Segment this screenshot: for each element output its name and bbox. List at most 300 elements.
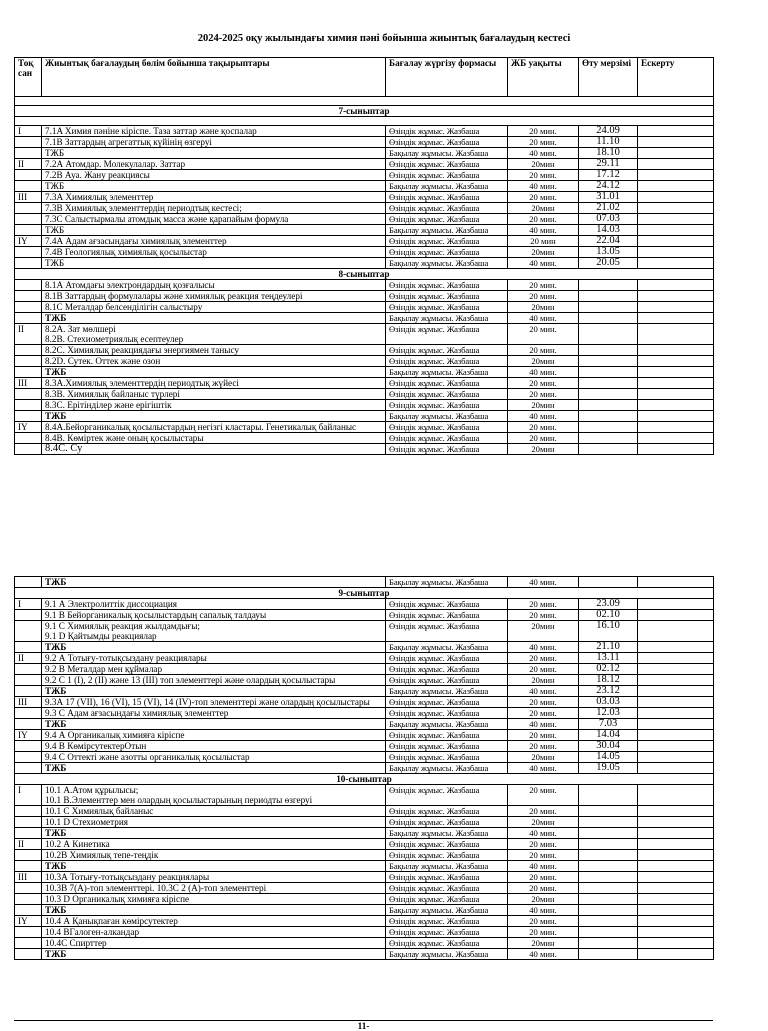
quarter-cell: [15, 850, 42, 861]
deadline-cell: 02.12: [579, 664, 638, 675]
topic-text: 7.1B Заттардың агрегаттық күйінің өзгеруі: [45, 137, 212, 147]
table-row: [15, 861, 714, 872]
quarter-cell: [15, 389, 42, 400]
note-cell: [638, 621, 714, 642]
header-quarter: Тоқ сан: [15, 58, 42, 97]
table-row: [15, 719, 714, 730]
quarter-cell: [15, 170, 42, 181]
deadline-cell: [579, 894, 638, 905]
quarter-cell: [15, 806, 42, 817]
topic-cell: [42, 708, 386, 719]
table-row: [15, 137, 714, 148]
note-cell: [638, 411, 714, 422]
topic-text: 10.4 ВГалоген-алкандар: [45, 927, 140, 937]
topic-text: ТЖБ: [45, 905, 67, 915]
topic-text: 8.2D. Сутек. Оттек және озон: [45, 356, 161, 366]
table-row: [15, 599, 714, 610]
note-cell: [638, 850, 714, 861]
topic-text: ТЖБ: [45, 719, 67, 729]
topic-cell: [42, 433, 386, 444]
quarter-cell: [15, 433, 42, 444]
deadline-cell: [579, 927, 638, 938]
duration-cell: 20 мин.: [508, 839, 579, 850]
duration-cell: 40 мин.: [508, 763, 579, 774]
topic-cell: [42, 422, 386, 433]
topic-cell: [42, 389, 386, 400]
table-row: [15, 883, 714, 894]
topic-text: 7.4А Адам ағзасындағы химиялық элементтер: [45, 236, 227, 246]
form-cell: Бақылау жұмысы. Жазбаша: [386, 828, 508, 839]
duration-cell: 40 мин.: [508, 313, 579, 324]
note-cell: [638, 817, 714, 828]
duration-cell: 20мин: [508, 444, 579, 455]
deadline-cell: [579, 785, 638, 806]
table-row: [15, 850, 714, 861]
form-cell: Өзіндік жұмыс. Жазбаша: [386, 741, 508, 752]
note-cell: [638, 806, 714, 817]
table-row: [15, 752, 714, 763]
duration-cell: 20 мин.: [508, 137, 579, 148]
deadline-cell: [579, 411, 638, 422]
form-cell: Өзіндік жұмыс. Жазбаша: [386, 599, 508, 610]
note-cell: [638, 730, 714, 741]
topic-text: 7.4В Геологиялық химиялық қосылыстар: [45, 247, 207, 257]
topic-cell: [42, 861, 386, 872]
duration-cell: 20 мин.: [508, 785, 579, 806]
quarter-cell: II: [15, 839, 42, 850]
form-cell: Бақылау жұмысы. Жазбаша: [386, 367, 508, 378]
grade-heading: 8-сыныптар: [15, 269, 714, 280]
topic-text: 9.2 А Тотығу-тотықсыздану реакциялары: [45, 653, 207, 663]
duration-cell: 40 мин.: [508, 949, 579, 960]
topic-text: 8.2А. Зат мөлшері: [45, 324, 116, 334]
duration-cell: 20 мин.: [508, 126, 579, 137]
topic-cell: [42, 806, 386, 817]
table-row: [15, 697, 714, 708]
topic-cell: [42, 610, 386, 621]
table-row: [15, 839, 714, 850]
deadline-cell: 03.03: [579, 697, 638, 708]
table-row: [15, 444, 714, 455]
quarter-cell: [15, 828, 42, 839]
duration-cell: 20 мин.: [508, 664, 579, 675]
quarter-cell: [15, 675, 42, 686]
form-cell: Өзіндік жұмыс. Жазбаша: [386, 356, 508, 367]
note-cell: [638, 938, 714, 949]
deadline-cell: [579, 850, 638, 861]
form-cell: Бақылау жұмысы. Жазбаша: [386, 905, 508, 916]
duration-cell: 40 мин.: [508, 577, 579, 588]
topic-text: 10.2 А Кинетика: [45, 839, 110, 849]
quarter-cell: [15, 664, 42, 675]
table-row: [15, 400, 714, 411]
table-row: [15, 872, 714, 883]
topic-text: 9.2 С 1 (I), 2 (II) және 13 (III) топ элементтері және олардың қосылыстары: [45, 675, 336, 685]
quarter-cell: [15, 302, 42, 313]
note-cell: [638, 741, 714, 752]
duration-cell: 40 мин.: [508, 411, 579, 422]
topic-text: 9.4 А Органикалық химияға кіріспе: [45, 730, 185, 740]
topic-cell: [42, 785, 386, 806]
quarter-cell: II: [15, 653, 42, 664]
form-cell: Өзіндік жұмыс. Жазбаша: [386, 236, 508, 247]
form-cell: Бақылау жұмысы. Жазбаша: [386, 763, 508, 774]
deadline-cell: 21.02: [579, 203, 638, 214]
topic-text: 8.1В Заттардың формулалары және химиялық реакция теңдеулері: [45, 291, 303, 301]
note-cell: [638, 422, 714, 433]
topic-text: 8.4В. Көміртек және оның қосылыстары: [45, 433, 204, 443]
note-cell: [638, 861, 714, 872]
deadline-cell: [579, 916, 638, 927]
note-cell: [638, 345, 714, 356]
topic-text: 8.3В. Химиялық байланыс түрлері: [45, 389, 180, 399]
topic-text: 7.1A Химия пәніне кіріспе. Таза заттар және қоспалар: [45, 126, 257, 136]
note-cell: [638, 389, 714, 400]
table-row: [15, 225, 714, 236]
note-cell: [638, 653, 714, 664]
topic-cell: [42, 192, 386, 203]
quarter-cell: IY: [15, 916, 42, 927]
topic-cell: [42, 203, 386, 214]
deadline-cell: 7.03: [579, 719, 638, 730]
table-row: [15, 621, 714, 642]
duration-cell: 20 мин.: [508, 389, 579, 400]
table-row: [15, 730, 714, 741]
form-cell: Өзіндік жұмыс. Жазбаша: [386, 817, 508, 828]
note-cell: [638, 367, 714, 378]
topic-cell: [42, 850, 386, 861]
duration-cell: 20мин: [508, 356, 579, 367]
duration-cell: 20мин: [508, 675, 579, 686]
note-cell: [638, 148, 714, 159]
deadline-cell: 14.04: [579, 730, 638, 741]
deadline-cell: 07.03: [579, 214, 638, 225]
schedule-table-part-1: [14, 57, 714, 455]
grade-heading: 7-сыныптар: [15, 106, 714, 117]
table-row: [15, 236, 714, 247]
quarter-cell: [15, 137, 42, 148]
form-cell: Бақылау жұмысы. Жазбаша: [386, 861, 508, 872]
note-cell: [638, 894, 714, 905]
note-cell: [638, 324, 714, 345]
form-cell: Бақылау жұмысы. Жазбаша: [386, 148, 508, 159]
note-cell: [638, 828, 714, 839]
deadline-cell: [579, 302, 638, 313]
note-cell: [638, 247, 714, 258]
topic-cell: [42, 225, 386, 236]
table-row: [15, 916, 714, 927]
form-cell: Өзіндік жұмыс. Жазбаша: [386, 610, 508, 621]
note-cell: [638, 719, 714, 730]
deadline-cell: [579, 433, 638, 444]
quarter-cell: [15, 938, 42, 949]
topic-text: 10.1 D Стехиометрия: [45, 817, 128, 827]
topic-cell: [42, 675, 386, 686]
quarter-cell: [15, 214, 42, 225]
quarter-cell: [15, 203, 42, 214]
topic-cell: [42, 763, 386, 774]
topic-cell: [42, 719, 386, 730]
deadline-cell: 13.05: [579, 247, 638, 258]
table-row: [15, 905, 714, 916]
duration-cell: 40 мин.: [508, 905, 579, 916]
form-cell: Өзіндік жұмыс. Жазбаша: [386, 214, 508, 225]
form-cell: Бақылау жұмысы. Жазбаша: [386, 719, 508, 730]
quarter-cell: [15, 861, 42, 872]
form-cell: Өзіндік жұмыс. Жазбаша: [386, 938, 508, 949]
quarter-cell: I: [15, 785, 42, 806]
form-cell: Өзіндік жұмыс. Жазбаша: [386, 927, 508, 938]
deadline-cell: 23.09: [579, 599, 638, 610]
form-cell: Өзіндік жұмыс. Жазбаша: [386, 806, 508, 817]
form-cell: Өзіндік жұмыс. Жазбаша: [386, 126, 508, 137]
header-form: Бағалау жүргізу формасы: [386, 58, 508, 97]
header-duration: ЖБ уақыты: [508, 58, 579, 97]
topic-text: 10.1 А.Атом құрылысы;: [45, 785, 139, 795]
table-row: [15, 949, 714, 960]
table-row: [15, 378, 714, 389]
topic-text: 10.3А Тотығу-тотықсыздану реакциялары: [45, 872, 210, 882]
topic-cell: [42, 170, 386, 181]
topic-cell: [42, 686, 386, 697]
form-cell: Өзіндік жұмыс. Жазбаша: [386, 433, 508, 444]
grade-heading-row: [15, 106, 714, 117]
form-cell: Өзіндік жұмыс. Жазбаша: [386, 400, 508, 411]
grade-heading: 10-сыныптар: [15, 774, 714, 785]
note-cell: [638, 444, 714, 455]
deadline-cell: [579, 444, 638, 455]
deadline-cell: 13.11: [579, 653, 638, 664]
topic-text: ТЖБ: [45, 148, 65, 158]
quarter-cell: [15, 577, 42, 588]
topic-cell: [42, 356, 386, 367]
note-cell: [638, 192, 714, 203]
topic-text: 9.2 В Металдар мен құймалар: [45, 664, 163, 674]
table-row: [15, 610, 714, 621]
deadline-cell: 21.10: [579, 642, 638, 653]
deadline-cell: 12.03: [579, 708, 638, 719]
topic-text: 10.3 D Органикалық химияға кіріспе: [45, 894, 190, 904]
table-row: [15, 159, 714, 170]
form-cell: Өзіндік жұмыс. Жазбаша: [386, 378, 508, 389]
quarter-cell: III: [15, 697, 42, 708]
quarter-cell: [15, 247, 42, 258]
table-row: [15, 170, 714, 181]
quarter-cell: [15, 400, 42, 411]
deadline-cell: [579, 839, 638, 850]
next-grade-label-partial: 11-: [357, 1021, 370, 1031]
quarter-cell: [15, 313, 42, 324]
quarter-cell: [15, 719, 42, 730]
topic-text: 9.1 С Химиялық реакция жылдамдығы;: [45, 621, 200, 631]
duration-cell: 20мин: [508, 752, 579, 763]
note-cell: [638, 258, 714, 269]
form-cell: Өзіндік жұмыс. Жазбаша: [386, 916, 508, 927]
note-cell: [638, 137, 714, 148]
deadline-cell: 24.09: [579, 126, 638, 137]
topic-text: 9.4 С Оттекті және азотты органикалық қосылыстар: [45, 752, 250, 762]
topic-text: 7.2В Ауа. Жану реакциясы: [45, 170, 150, 180]
table-row: [15, 148, 714, 159]
duration-cell: 20 мин.: [508, 883, 579, 894]
topic-cell: [42, 927, 386, 938]
note-cell: [638, 181, 714, 192]
form-cell: Бақылау жұмысы. Жазбаша: [386, 686, 508, 697]
form-cell: Бақылау жұмысы. Жазбаша: [386, 181, 508, 192]
topic-cell: [42, 883, 386, 894]
table-row: [15, 389, 714, 400]
deadline-cell: [579, 313, 638, 324]
deadline-cell: [579, 389, 638, 400]
duration-cell: 20 мин.: [508, 927, 579, 938]
quarter-cell: [15, 686, 42, 697]
note-cell: [638, 599, 714, 610]
form-cell: Өзіндік жұмыс. Жазбаша: [386, 872, 508, 883]
note-cell: [638, 642, 714, 653]
topic-text: ТЖБ: [45, 642, 67, 652]
deadline-cell: [579, 345, 638, 356]
quarter-cell: III: [15, 872, 42, 883]
topic-cell: [42, 872, 386, 883]
duration-cell: 20 мин.: [508, 170, 579, 181]
duration-cell: 20 мин: [508, 236, 579, 247]
quarter-cell: [15, 642, 42, 653]
topic-cell: [42, 137, 386, 148]
table-row: [15, 356, 714, 367]
duration-cell: 20 мин.: [508, 378, 579, 389]
topic-text: ТЖБ: [45, 313, 67, 323]
topic-cell: [42, 280, 386, 291]
topic-text: ТЖБ: [45, 686, 67, 696]
topic-cell: [42, 148, 386, 159]
form-cell: Өзіндік жұмыс. Жазбаша: [386, 883, 508, 894]
topic-cell: [42, 444, 386, 455]
form-cell: Өзіндік жұмыс. Жазбаша: [386, 345, 508, 356]
duration-cell: 40 мин.: [508, 148, 579, 159]
note-cell: [638, 839, 714, 850]
quarter-cell: [15, 367, 42, 378]
deadline-cell: [579, 817, 638, 828]
quarter-cell: IY: [15, 422, 42, 433]
duration-cell: 20 мин.: [508, 433, 579, 444]
deadline-cell: [579, 422, 638, 433]
duration-cell: 40 мин.: [508, 719, 579, 730]
note-cell: [638, 905, 714, 916]
table-row: [15, 664, 714, 675]
form-cell: Өзіндік жұмыс. Жазбаша: [386, 675, 508, 686]
table-row: [15, 214, 714, 225]
table-row: [15, 192, 714, 203]
grade-heading-row: [15, 774, 714, 785]
note-cell: [638, 883, 714, 894]
topic-cell: [42, 741, 386, 752]
duration-cell: 20 мин.: [508, 280, 579, 291]
duration-cell: 20 мин.: [508, 610, 579, 621]
deadline-cell: 14.05: [579, 752, 638, 763]
topic-cell: [42, 664, 386, 675]
deadline-cell: 14.03: [579, 225, 638, 236]
duration-cell: 20мин: [508, 302, 579, 313]
schedule-table-part-2: [14, 576, 714, 960]
duration-cell: 20 мин.: [508, 422, 579, 433]
note-cell: [638, 313, 714, 324]
note-cell: [638, 763, 714, 774]
deadline-cell: [579, 828, 638, 839]
topic-text: ТЖБ: [45, 367, 67, 377]
quarter-cell: [15, 345, 42, 356]
form-cell: Өзіндік жұмыс. Жазбаша: [386, 850, 508, 861]
topic-text: 10.4С Спирттер: [45, 938, 107, 948]
note-cell: [638, 170, 714, 181]
table-row: [15, 927, 714, 938]
topic-cell: [42, 181, 386, 192]
form-cell: Өзіндік жұмыс. Жазбаша: [386, 302, 508, 313]
form-cell: Бақылау жұмысы. Жазбаша: [386, 642, 508, 653]
topic-text: 8.3С. Ерітінділер және ерігіштік: [45, 400, 172, 410]
form-cell: Бақылау жұмысы. Жазбаша: [386, 225, 508, 236]
deadline-cell: 24.12: [579, 181, 638, 192]
form-cell: Өзіндік жұмыс. Жазбаша: [386, 280, 508, 291]
note-cell: [638, 927, 714, 938]
topic-text: 8.4А.Бейорганикалық қосылыстардың негізгі кластары. Генетикалық байланыс: [45, 422, 357, 432]
topic-cell: [42, 258, 386, 269]
topic-cell: [42, 817, 386, 828]
note-cell: [638, 785, 714, 806]
duration-cell: 40 мин.: [508, 828, 579, 839]
duration-cell: 20 мин.: [508, 916, 579, 927]
deadline-cell: 11.10: [579, 137, 638, 148]
deadline-cell: [579, 872, 638, 883]
quarter-cell: [15, 883, 42, 894]
topic-text: ТЖБ: [45, 258, 65, 268]
duration-cell: 20 мин.: [508, 850, 579, 861]
table-row: [15, 302, 714, 313]
note-cell: [638, 949, 714, 960]
duration-cell: 40 мин.: [508, 367, 579, 378]
quarter-cell: I: [15, 126, 42, 137]
deadline-cell: 20.05: [579, 258, 638, 269]
duration-cell: 40 мин.: [508, 181, 579, 192]
topic-text-secondary: 9.1 D Қайтымды реакциялар: [45, 631, 157, 641]
table-row: [15, 785, 714, 806]
deadline-cell: 17.12: [579, 170, 638, 181]
quarter-cell: II: [15, 324, 42, 345]
topic-text: 7.3С Салыстырмалы атомдық масса және қарапайым формула: [45, 214, 289, 224]
topic-text: 10.1 С Химиялық байланыс: [45, 806, 154, 816]
topic-cell: [42, 697, 386, 708]
topic-cell: [42, 730, 386, 741]
topic-cell: [42, 126, 386, 137]
quarter-cell: [15, 708, 42, 719]
note-cell: [638, 752, 714, 763]
topic-text: ТЖБ: [45, 181, 65, 191]
quarter-cell: [15, 905, 42, 916]
duration-cell: 20 мин.: [508, 741, 579, 752]
table-row: [15, 258, 714, 269]
form-cell: Өзіндік жұмыс. Жазбаша: [386, 324, 508, 345]
topic-text: 7.2А Атомдар. Молекулалар. Заттар: [45, 159, 186, 169]
note-cell: [638, 126, 714, 137]
quarter-cell: [15, 225, 42, 236]
quarter-cell: [15, 894, 42, 905]
topic-cell: [42, 313, 386, 324]
topic-cell: [42, 642, 386, 653]
note-cell: [638, 159, 714, 170]
topic-cell: [42, 916, 386, 927]
topic-cell: [42, 291, 386, 302]
table-row: [15, 763, 714, 774]
duration-cell: 20 мин.: [508, 697, 579, 708]
